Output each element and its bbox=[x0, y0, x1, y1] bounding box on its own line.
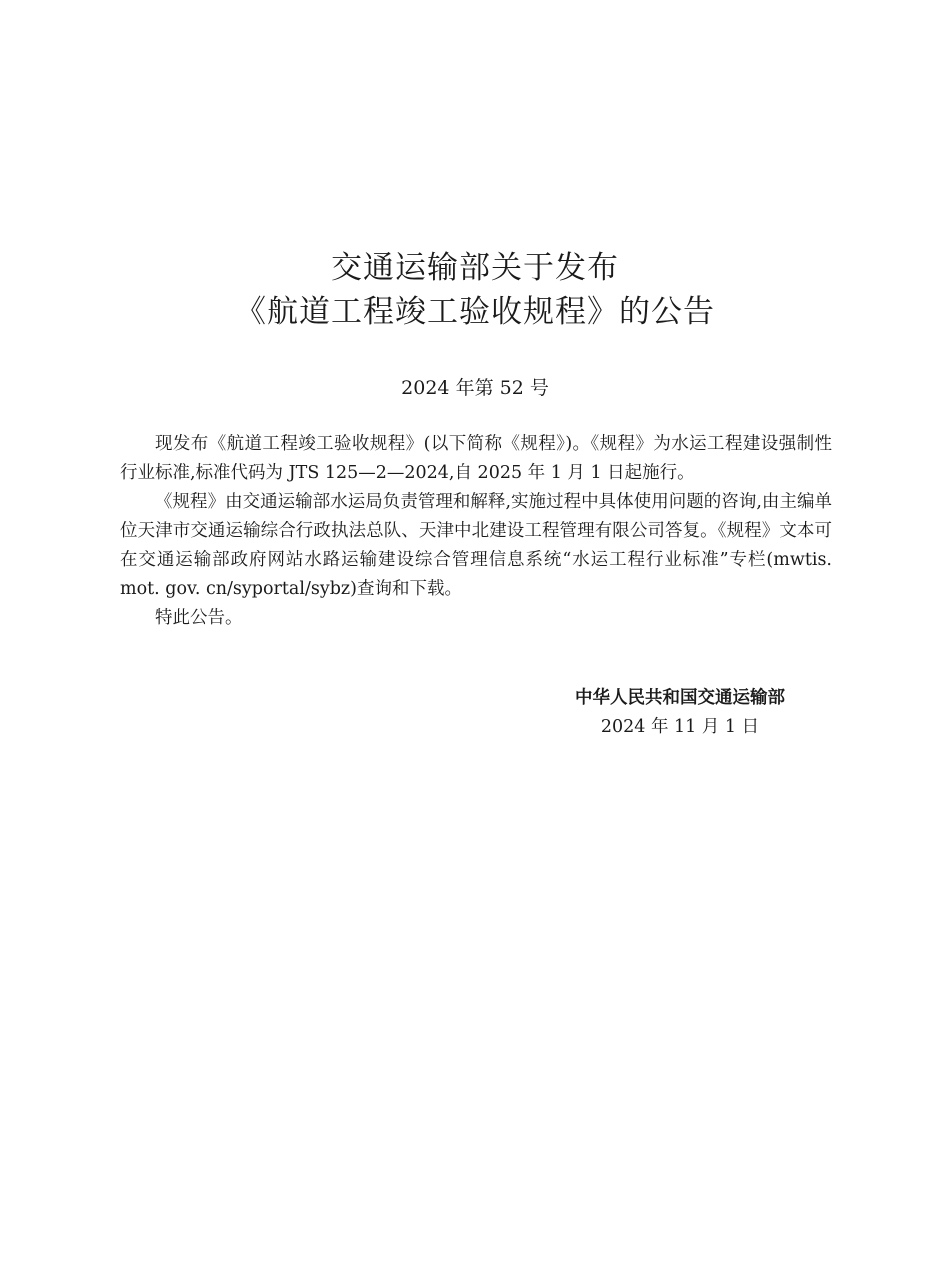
issue-date: 2024 年 11 月 1 日 bbox=[600, 717, 760, 737]
paragraph-publication: 现发布《航道工程竣工验收规程》(以下简称《规程》)。《规程》为水运工程建设强制性行业标准,标准代码为 JTS 125—2—2024,自 2025 年 1 月 1 日起施行。 bbox=[120, 434, 832, 483]
paragraph-closing: 特此公告。 bbox=[155, 608, 243, 628]
document-title-line1: 交通运输部关于发布 bbox=[331, 250, 619, 286]
paragraph-management: 《规程》由交通运输部水运局负责管理和解释,实施过程中具体使用问题的咨询,由主编单位天津市交通运输综合行政执法总队、天津中北建设工程管理有限公司答复。《规程》文本可在交通运输部政府网站水路运输建设综合管理信息系统“水运工程行业标准”专栏(mwtis. mot. gov. cn/syportal/sybz)查询和下载。 bbox=[120, 492, 832, 599]
signature-block bbox=[560, 684, 800, 742]
announcement-number: 2024 年第 52 号 bbox=[401, 377, 549, 399]
announcement-body bbox=[120, 430, 832, 633]
document-title-line2: 《航道工程竣工验收规程》的公告 bbox=[235, 294, 715, 330]
issuing-organization: 中华人民共和国交通运输部 bbox=[575, 688, 785, 708]
